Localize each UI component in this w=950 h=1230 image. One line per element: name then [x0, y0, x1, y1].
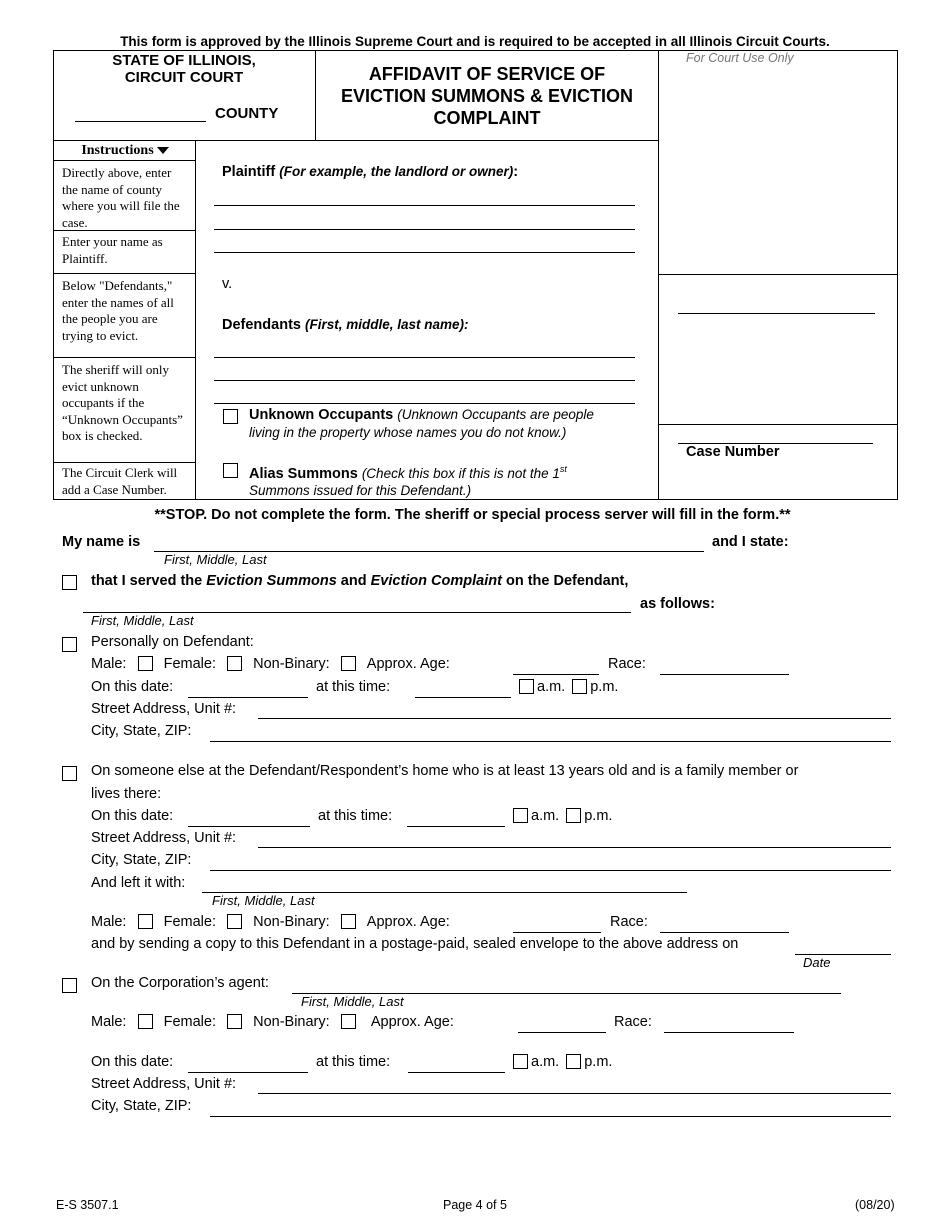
age-field[interactable] — [513, 932, 601, 933]
county-name-field[interactable] — [75, 121, 206, 122]
date-field[interactable] — [188, 1072, 308, 1073]
my-name-label: My name is — [62, 534, 141, 550]
date-field[interactable] — [188, 826, 310, 827]
am-pm-row: a.m. p.m. — [513, 1054, 612, 1070]
substitute-service-label: On someone else at the Defendant/Respondent’s home who is at least 13 years old and is a family member or — [91, 763, 799, 779]
date-field[interactable] — [188, 697, 308, 698]
non-binary-checkbox[interactable] — [341, 656, 356, 671]
instruction-county: Directly above, enter the name of county where you will file the case. — [62, 165, 180, 230]
substitute-service-checkbox[interactable] — [62, 766, 77, 781]
pm-checkbox[interactable] — [572, 679, 587, 694]
gender-row: Male: Female: Non-Binary: Approx. Age: — [91, 1014, 454, 1030]
form-title: AFFIDAVIT OF SERVICE OF EVICTION SUMMONS & EVICTION COMPLAINT — [340, 64, 634, 128]
pm-checkbox[interactable] — [566, 1054, 581, 1069]
street-field[interactable] — [258, 1093, 891, 1094]
instruction-plaintiff: Enter your name as Plaintiff. — [62, 234, 163, 266]
defendant-line[interactable] — [214, 403, 635, 404]
instruction-unknown: The sheriff will only evict unknown occupants if the “Unknown Occupants” box is checked. — [62, 362, 183, 443]
city-label: City, State, ZIP: — [91, 852, 192, 868]
race-label: Race: — [608, 656, 646, 672]
plaintiff-label: Plaintiff (For example, the landlord or owner): — [222, 164, 519, 180]
plaintiff-line[interactable] — [214, 252, 635, 253]
city-field[interactable] — [210, 870, 891, 871]
race-field[interactable] — [660, 932, 789, 933]
alias-summons-checkbox[interactable] — [223, 463, 238, 478]
alias-summons-hint: Summons issued for this Defendant.) — [249, 483, 472, 498]
name-hint: First, Middle, Last — [301, 994, 404, 1009]
street-label: Street Address, Unit #: — [91, 701, 237, 717]
street-label: Street Address, Unit #: — [91, 830, 237, 846]
gender-row: Male: Female: Non-Binary: Approx. Age: — [91, 656, 450, 672]
male-checkbox[interactable] — [138, 914, 153, 929]
am-checkbox[interactable] — [513, 808, 528, 823]
court-use-label: For Court Use Only — [686, 51, 794, 65]
left-with-label: And left it with: — [91, 875, 186, 891]
instruction-defendants: Below "Defendants," enter the names of all the people you are trying to evict. — [62, 278, 174, 343]
am-checkbox[interactable] — [513, 1054, 528, 1069]
gender-row: Male: Female: Non-Binary: Approx. Age: — [91, 914, 450, 930]
time-label: at this time: — [316, 679, 391, 695]
female-checkbox[interactable] — [227, 656, 242, 671]
divider — [53, 357, 195, 358]
race-label: Race: — [614, 1014, 652, 1030]
am-pm-row: a.m. p.m. — [519, 679, 618, 695]
divider — [658, 274, 898, 275]
personal-service-checkbox[interactable] — [62, 637, 77, 652]
divider — [195, 141, 196, 500]
form-id: E-S 3507.1 — [56, 1198, 119, 1212]
date-hint: Date — [803, 955, 831, 970]
divider — [658, 424, 898, 425]
instruction-case-number: The Circuit Clerk will add a Case Number. — [62, 465, 178, 497]
revision-date: (08/20) — [855, 1198, 895, 1212]
male-checkbox[interactable] — [138, 656, 153, 671]
race-field[interactable] — [660, 674, 789, 675]
female-checkbox[interactable] — [227, 1014, 242, 1029]
pm-checkbox[interactable] — [566, 808, 581, 823]
non-binary-checkbox[interactable] — [341, 1014, 356, 1029]
am-checkbox[interactable] — [519, 679, 534, 694]
as-follows-label: as follows: — [640, 596, 715, 612]
street-field[interactable] — [258, 847, 891, 848]
state-court-heading: STATE OF ILLINOIS, CIRCUIT COURT — [112, 52, 256, 86]
time-label: at this time: — [318, 808, 393, 824]
name-hint: First, Middle, Last — [212, 893, 315, 908]
triangle-down-icon — [157, 147, 169, 154]
stop-notice: **STOP. Do not complete the form. The sheriff or special process server will fill in the form.** — [154, 507, 791, 523]
unknown-occupants-checkbox[interactable] — [223, 409, 238, 424]
time-field[interactable] — [415, 697, 511, 698]
served-checkbox[interactable] — [62, 575, 77, 590]
race-label: Race: — [610, 914, 648, 930]
race-field[interactable] — [664, 1032, 794, 1033]
defendants-label: Defendants (First, middle, last name): — [222, 317, 469, 333]
alias-summons-label: Alias Summons (Check this box if this is not the 1st — [249, 464, 567, 482]
county-label: COUNTY — [215, 105, 279, 122]
name-hint: First, Middle, Last — [164, 552, 267, 567]
age-field[interactable] — [518, 1032, 606, 1033]
divider — [658, 50, 659, 500]
date-label: On this date: — [91, 1054, 174, 1070]
case-number-field[interactable] — [678, 313, 875, 314]
corporate-service-checkbox[interactable] — [62, 978, 77, 993]
divider — [53, 462, 195, 463]
non-binary-checkbox[interactable] — [341, 914, 356, 929]
versus-label: v. — [222, 276, 233, 292]
corp-agent-label: On the Corporation’s agent: — [91, 975, 269, 991]
time-label: at this time: — [316, 1054, 391, 1070]
date-label: On this date: — [91, 679, 174, 695]
time-field[interactable] — [407, 826, 505, 827]
approval-notice: This form is approved by the Illinois Supreme Court and is required to be accepted in all Illinois Circuit Courts. — [120, 34, 830, 49]
page-number: Page 4 of 5 — [443, 1198, 507, 1212]
mailing-statement: and by sending a copy to this Defendant in a postage-paid, sealed envelope to the above address on — [91, 936, 739, 952]
personal-service-label: Personally on Defendant: — [91, 634, 254, 650]
male-checkbox[interactable] — [138, 1014, 153, 1029]
female-checkbox[interactable] — [227, 914, 242, 929]
age-field[interactable] — [513, 674, 599, 675]
served-statement: that I served the Eviction Summons and Eviction Complaint on the Defendant, — [91, 573, 629, 589]
street-label: Street Address, Unit #: — [91, 1076, 237, 1092]
substitute-service-label-cont: lives there: — [91, 786, 162, 802]
divider — [53, 160, 195, 161]
defendant-line[interactable] — [214, 380, 635, 381]
am-pm-row: a.m. p.m. — [513, 808, 612, 824]
and-i-state-label: and I state: — [712, 534, 789, 550]
street-field[interactable] — [258, 718, 891, 719]
time-field[interactable] — [408, 1072, 505, 1073]
city-field[interactable] — [210, 741, 891, 742]
case-number-label: Case Number — [686, 444, 780, 460]
divider — [53, 273, 195, 274]
instructions-heading: Instructions — [55, 143, 195, 159]
date-label: On this date: — [91, 808, 174, 824]
city-field[interactable] — [210, 1116, 891, 1117]
divider — [53, 140, 658, 141]
city-label: City, State, ZIP: — [91, 723, 192, 739]
plaintiff-line[interactable] — [214, 229, 635, 230]
defendant-line[interactable] — [214, 357, 635, 358]
name-hint: First, Middle, Last — [91, 613, 194, 628]
unknown-occupants-label: Unknown Occupants (Unknown Occupants are people — [249, 407, 594, 423]
unknown-occupants-hint: living in the property whose names you do not know.) — [249, 425, 567, 440]
plaintiff-line[interactable] — [214, 205, 635, 206]
city-label: City, State, ZIP: — [91, 1098, 192, 1114]
